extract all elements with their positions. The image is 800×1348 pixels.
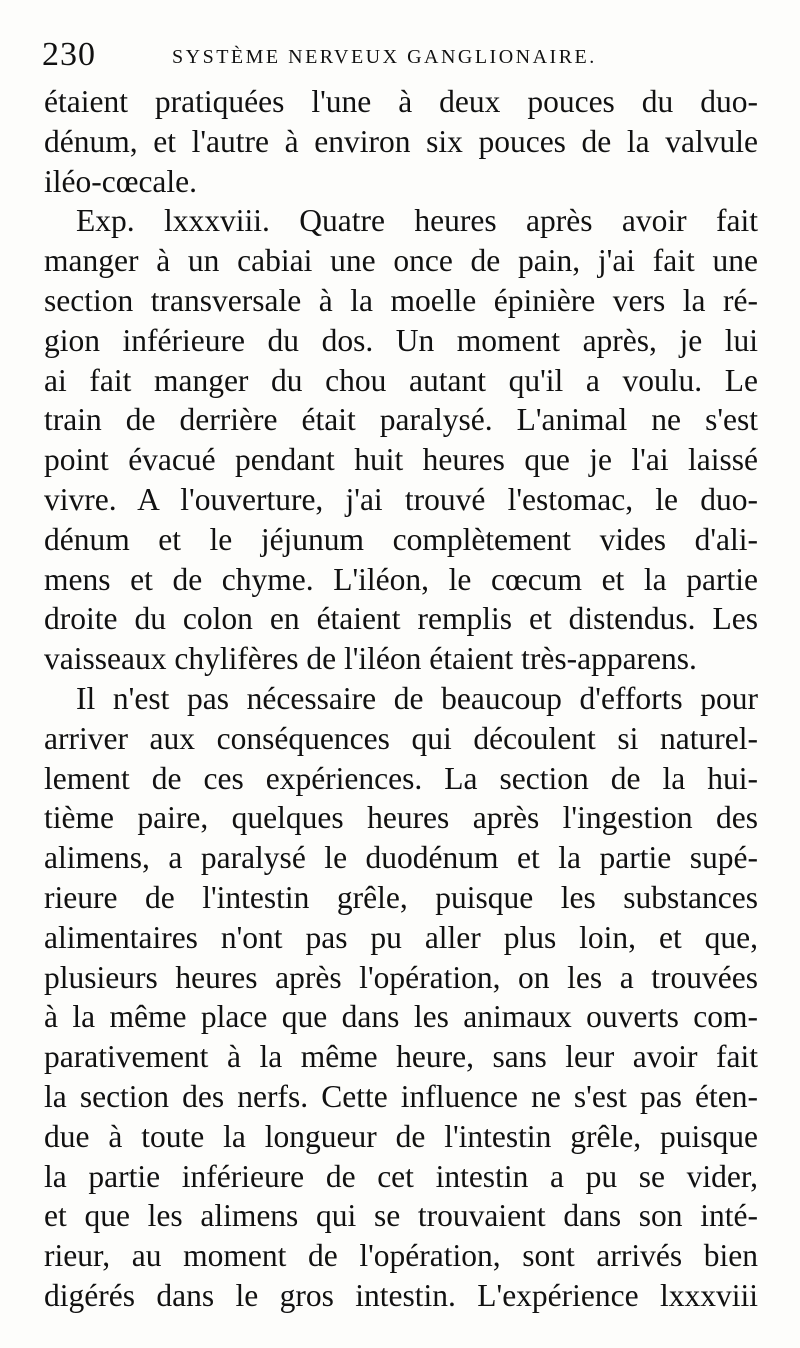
page-number: 230 [42,36,96,73]
text-line: ai fait manger du chou autant qu'il a voulu. Le [44,362,758,398]
text-line: gion inférieure du dos. Un moment après, je lui [44,322,758,358]
text-line: iléo-cœcale. [44,163,198,199]
text-line: train de derrière était paralysé. L'animal ne s'est [44,402,758,438]
page-header [42,36,762,76]
text-line: plusieurs heures après l'opération, on les a trouvées [44,959,758,995]
text-line: dénum, et l'autre à environ six pouces de la valvule [44,123,758,159]
text-line: et que les alimens qui se trouvaient dans son inté- [44,1198,758,1234]
text-line: à la même place que dans les animaux ouverts com- [44,999,758,1035]
text-line: alimentaires n'ont pas pu aller plus loin, et que, [44,919,758,955]
text-line: droite du colon en étaient remplis et distendus. Les [44,601,758,637]
text-line: parativement à la même heure, sans leur avoir fait [44,1039,758,1075]
text-line: rieure de l'intestin grêle, puisque les substances [44,879,758,915]
text-line: alimens, a paralysé le duodénum et la partie supé- [44,840,758,876]
text-line: digérés dans le gros intestin. L'expérience lxxxviii [44,1277,758,1313]
text-line: la section des nerfs. Cette influence ne s'est pas éten- [44,1078,758,1114]
text-line: vivre. A l'ouverture, j'ai trouvé l'estomac, le duo- [44,481,758,517]
text-line: vaisseaux chylifères de l'iléon étaient très-apparens. [44,641,697,677]
text-line: tième paire, quelques heures après l'ingestion des [44,800,758,836]
text-line: point évacué pendant huit heures que je l'ai laissé [44,442,758,478]
text-line: due à toute la longueur de l'intestin grêle, puisque [44,1118,758,1154]
text-line: lement de ces expériences. La section de la hui- [44,760,758,796]
text-line: section transversale à la moelle épinière vers la ré- [44,282,758,318]
text-line: arriver aux conséquences qui découlent si naturel- [44,720,758,756]
text-line: la partie inférieure de cet intestin a pu se vider, [44,1158,758,1194]
text-line: Exp. lxxxviii. Quatre heures après avoir fait [76,203,758,239]
text-line: dénum et le jéjunum complètement vides d'ali- [44,521,758,557]
text-line: rieur, au moment de l'opération, sont arrivés bien [44,1238,758,1274]
text-line: Il n'est pas nécessaire de beaucoup d'efforts pour [76,680,758,716]
body-text [44,82,758,1316]
text-line: étaient pratiquées l'une à deux pouces du duo- [44,84,758,119]
text-line: manger à un cabiai une once de pain, j'ai fait une [44,243,758,279]
text-line: mens et de chyme. L'iléon, le cœcum et la partie [44,561,758,597]
running-title: SYSTÈME NERVEUX GANGLIONAIRE. [172,46,597,68]
